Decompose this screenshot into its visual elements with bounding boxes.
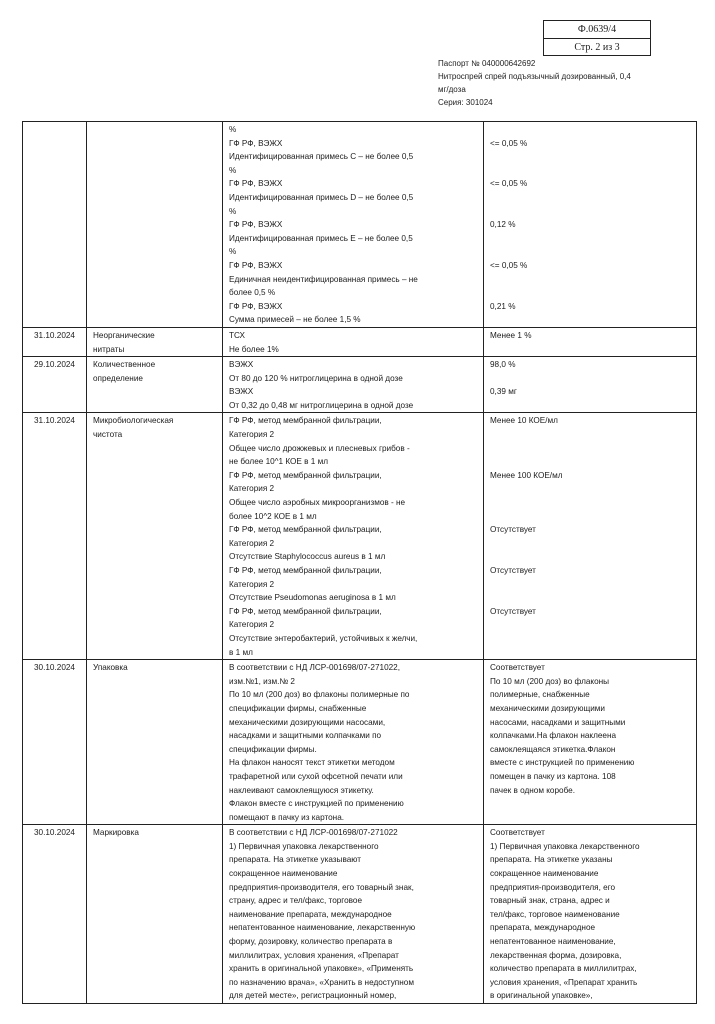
result-line [490,372,691,386]
norm-line: насадками и защитными колпачками по [229,731,382,741]
result-line: пачек в одном коробе. [490,785,575,795]
result-line [490,537,691,551]
norm-cell [223,122,484,328]
test-name-cell [87,660,223,825]
test-name-line: Количественное [93,360,156,370]
norm-line: 1) Первичная упаковка лекарственного [229,841,379,851]
norm-cell [223,357,484,413]
result-line: 0,21 % [490,301,516,311]
result-line [490,123,691,137]
result-cell [484,327,697,356]
test-name-line: Маркировка [93,828,139,838]
table-row [23,357,697,413]
norm-line: Категория 2 [229,620,275,630]
norm-line: Категория 2 [229,484,275,494]
result-line: <= 0,05 % [490,260,528,270]
norm-line: форму, дозировку, количество препарата в [229,937,393,947]
norm-line: непатентованное наименование, лекарственную [229,923,416,933]
result-line [490,273,691,287]
norm-line: По 10 мл (200 доз) во флаконы полимерные по [229,690,410,700]
norm-line: Отсутствие Staphylococcus aureus в 1 мл [229,552,386,562]
result-line: Менее 10 КОЕ/мл [490,416,558,426]
result-line: Менее 100 КОЕ/мл [490,470,563,480]
norm-line: более 10^2 КОЕ в 1 мл [229,511,317,521]
norm-line: не более 10^1 КОЕ в 1 мл [229,457,328,467]
result-line: По 10 мл (200 доз) во флаконы [490,676,610,686]
norm-line: В соответствии с НД ЛСР-001698/07-271022 [229,828,398,838]
result-line [490,510,691,524]
norm-line: Флакон вместе с инструкцией по применению [229,799,404,809]
result-line: насосами, насадками и защитными [490,717,626,727]
result-line [490,205,691,219]
series-number: Серия: 301024 [438,98,493,107]
norm-line: наименование препарата, международное [229,909,392,919]
result-line [490,442,691,456]
result-line: помещен в пачку из картона. 108 [490,771,616,781]
result-line [490,286,691,300]
norm-line: На флакон наносят текст этикетки методом [229,758,395,768]
norm-line: ГФ РФ, ВЭЖХ [229,301,283,311]
test-name-line: Упаковка [93,663,128,673]
result-line [490,591,691,605]
norm-line: Отсутствие Pseudomonas aeruginosa в 1 мл [229,593,396,603]
norm-line: ГФ РФ, ВЭЖХ [229,138,283,148]
result-line [490,578,691,592]
norm-line: для детей месте», регистрационный номер, [229,991,397,1001]
result-line [490,455,691,469]
norm-line: ГФ РФ, ВЭЖХ [229,179,283,189]
test-name-line: Неорганические [93,330,155,340]
date-cell: 31.10.2024 [23,327,87,356]
result-cell [484,825,697,1004]
result-line: Менее 1 % [490,330,532,340]
norm-line: Категория 2 [229,430,275,440]
result-line [490,191,691,205]
result-line: Отсутствует [490,606,536,616]
result-line: 1) Первичная упаковка лекарственного [490,841,640,851]
result-line: условия хранения, «Препарат хранить [490,977,638,987]
result-line: товарный знак, страна, адрес и [490,896,610,906]
table-row [23,413,697,660]
result-line: препарата, международное [490,923,596,933]
result-line: лекарственная форма, дозировка, [490,950,622,960]
test-name-cell [87,327,223,356]
norm-line: Отсутствие энтеробактерий, устойчивых к желчи, [229,633,418,643]
results-table [22,121,697,1004]
norm-line: Единичная неидентифицированная примесь – не [229,274,418,284]
norm-line: в 1 мл [229,647,253,657]
norm-line: Идентифицированная примесь D – не более 0,5 [229,192,414,202]
result-line: Соответствует [490,663,545,673]
date-cell: 29.10.2024 [23,357,87,413]
result-line [490,150,691,164]
norm-line: миллилитрах, условия хранения, «Препарат [229,950,399,960]
norm-line: Категория 2 [229,538,275,548]
norm-line: ТСХ [229,330,245,340]
norm-line: От 80 до 120 % нитроглицерина в одной дозе [229,373,403,383]
page-number: Стр. 2 из 3 [544,38,650,55]
norm-line: % [229,165,237,175]
result-line: вместе с инструкцией по применению [490,758,635,768]
date-cell: 30.10.2024 [23,825,87,1004]
norm-line: ГФ РФ, метод мембранной фильтрации, [229,416,382,426]
norm-line: предприятия-производителя, его товарный знак, [229,882,414,892]
result-line: 0,12 % [490,220,516,230]
result-line: колпачками.На флакон наклеена [490,731,617,741]
norm-cell [223,660,484,825]
result-line [490,482,691,496]
result-line: Отсутствует [490,525,536,535]
test-name-cell [87,413,223,660]
result-line: препарата. На этикетке указаны [490,855,613,865]
date-cell: 31.10.2024 [23,413,87,660]
norm-line: по назначению врача», «Хранить в недоступном [229,977,414,987]
norm-line: трафаретной или сухой офсетной печати или [229,771,403,781]
result-line: сокращенное наименование [490,869,599,879]
norm-line: ГФ РФ, метод мембранной фильтрации, [229,470,382,480]
result-cell [484,122,697,328]
date-cell [23,122,87,328]
norm-line: Идентифицированная примесь Е – не более 0,5 [229,233,413,243]
test-name-cell [87,357,223,413]
table-row [23,825,697,1004]
result-line [490,496,691,510]
passport-number: Паспорт № 040000642692 [438,59,536,68]
test-name-line: Микробиологическая [93,416,174,426]
table-row [23,660,697,825]
result-line: <= 0,05 % [490,138,528,148]
result-cell [484,357,697,413]
norm-line: помещают в пачку из картона. [229,812,345,822]
result-line [490,232,691,246]
result-cell [484,660,697,825]
result-line: механическими дозирующими [490,703,605,713]
norm-line: Не более 1% [229,344,279,354]
passport-header [438,57,648,109]
norm-line: % [229,125,237,134]
norm-line: хранить в оригинальной упаковке», «Применять [229,964,414,974]
test-name-line: нитраты [93,344,125,354]
form-code: Ф.0639/4 [577,24,617,35]
test-name-line: определение [93,373,143,383]
norm-line: Общее число аэробных микроорганизмов - не [229,498,406,508]
result-line: <= 0,05 % [490,179,528,189]
table-row [23,122,697,328]
product-name-line1: Нитроспрей спрей подъязычный дозированный, 0,4 [438,72,631,81]
result-line: 0,39 мг [490,387,517,397]
table-row [23,327,697,356]
norm-line: Идентифицированная примесь С – не более 0,5 [229,152,414,162]
result-line: самоклеящаяся этикетка.Флакон [490,744,616,754]
norm-line: более 0,5 % [229,288,276,298]
norm-line: ВЭЖХ [229,360,254,370]
norm-cell [223,327,484,356]
norm-line: сокращенное наименование [229,869,338,879]
result-line: Соответствует [490,828,545,838]
result-line [490,245,691,259]
norm-cell [223,413,484,660]
norm-line: изм.№1, изм.№ 2 [229,676,295,686]
result-line [490,550,691,564]
result-line [490,164,691,178]
norm-line: ГФ РФ, метод мембранной фильтрации, [229,606,382,616]
norm-line: % [229,206,237,216]
norm-line: наклеивают самоклеящуюся этикетку. [229,785,374,795]
norm-line: ГФ РФ, ВЭЖХ [229,220,283,230]
form-code-box [543,20,651,56]
result-cell [484,413,697,660]
norm-line: ГФ РФ, метод мембранной фильтрации, [229,566,382,575]
result-line: 98,0 % [490,360,516,370]
result-line: Отсутствует [490,566,536,575]
norm-line: Категория 2 [229,579,275,589]
date-cell: 30.10.2024 [23,660,87,825]
norm-line: страну, адрес и тел/факс, торговое [229,896,363,906]
result-line: непатентованное наименование, [490,937,616,947]
test-name-cell [87,825,223,1004]
norm-line: ГФ РФ, ВЭЖХ [229,260,283,270]
norm-line: Сумма примесей – не более 1,5 % [229,315,361,325]
norm-line: % [229,247,237,257]
product-name-line2: мг/доза [438,85,466,94]
norm-line: спецификации фирмы. [229,744,317,754]
result-line: предприятия-производителя, его [490,882,616,892]
result-line: количество препарата в миллилитрах, [490,964,637,974]
norm-line: В соответствии с НД ЛСР-001698/07-271022, [229,663,401,673]
result-line [490,428,691,442]
test-name-cell [87,122,223,328]
result-line: в оригинальной упаковке», [490,991,593,1001]
norm-line: препарата. На этикетке указывают [229,855,361,865]
norm-line: механическими дозирующими насосами, [229,717,386,727]
norm-line: ВЭЖХ [229,387,254,397]
norm-line: От 0,32 до 0,48 мг нитроглицерина в одной дозе [229,400,414,410]
result-line: тел/факс, торговое наименование [490,909,620,919]
norm-line: Общее число дрожжевых и плесневых грибов - [229,443,410,453]
norm-cell [223,825,484,1004]
result-line: полимерные, снабженные [490,690,590,700]
norm-line: ГФ РФ, метод мембранной фильтрации, [229,525,382,535]
norm-line: спецификации фирмы, снабженные [229,703,367,713]
test-name-line: чистота [93,430,123,440]
